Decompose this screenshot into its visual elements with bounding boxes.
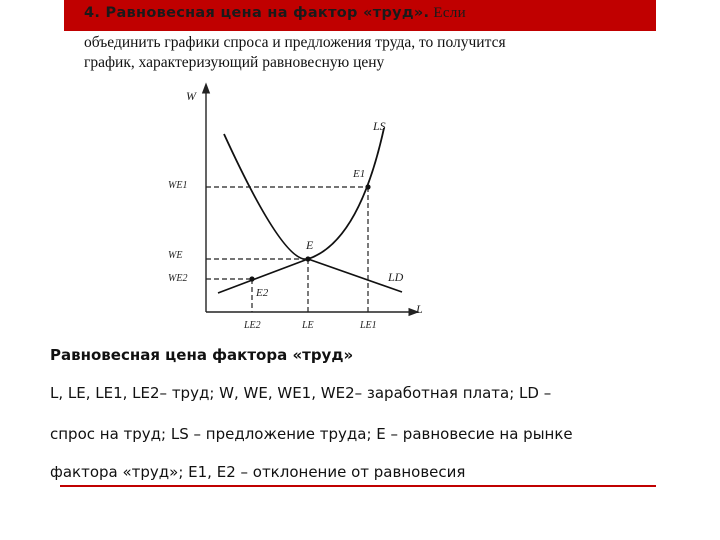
ls-curve (224, 128, 384, 259)
point-e2 (249, 276, 254, 281)
x-tick-le: LE (302, 320, 314, 331)
labor-equilibrium-svg (166, 80, 430, 338)
legend-line-3: фактора «труд»; E1, E2 – отклонение от равновесия (50, 463, 466, 481)
ls-label: LS (373, 119, 386, 133)
legend-line-2: спрос на труд; LS – предложение труда; E – равновесие на рынке (50, 425, 573, 443)
slide-title (84, 5, 644, 22)
x-axis-label: L (416, 302, 423, 316)
bottom-rule (60, 485, 656, 487)
intro-line-2: график, характеризующий равновесную цену (84, 54, 385, 71)
ld-label: LD (388, 270, 404, 284)
intro-line-1: объединить графики спроса и предложения труда, то получится (84, 34, 506, 51)
x-tick-le1: LE1 (360, 320, 377, 331)
point-e1 (365, 184, 370, 189)
labor-equilibrium-figure (166, 80, 430, 338)
x-tick-le2: LE2 (244, 320, 261, 331)
y-tick-we: WE (168, 250, 183, 261)
y-axis-label: W (186, 89, 196, 103)
ld-curve (218, 259, 402, 293)
e1-label: E1 (353, 168, 366, 180)
figure-caption: Равновесная цена фактора «труд» (50, 346, 354, 364)
y-tick-we2: WE2 (168, 273, 188, 284)
slide-title-bold: 4. Равновесная цена на фактор «труд». (84, 5, 430, 21)
slide-title-tail: Если (429, 5, 466, 21)
e-label: E (306, 238, 314, 252)
y-tick-we1: WE1 (168, 180, 188, 191)
e2-label: E2 (256, 287, 269, 299)
point-e (305, 256, 310, 261)
legend-line-1: L, LE, LE1, LE2– труд; W, WE, WE1, WE2– заработная плата; LD – (50, 384, 552, 402)
